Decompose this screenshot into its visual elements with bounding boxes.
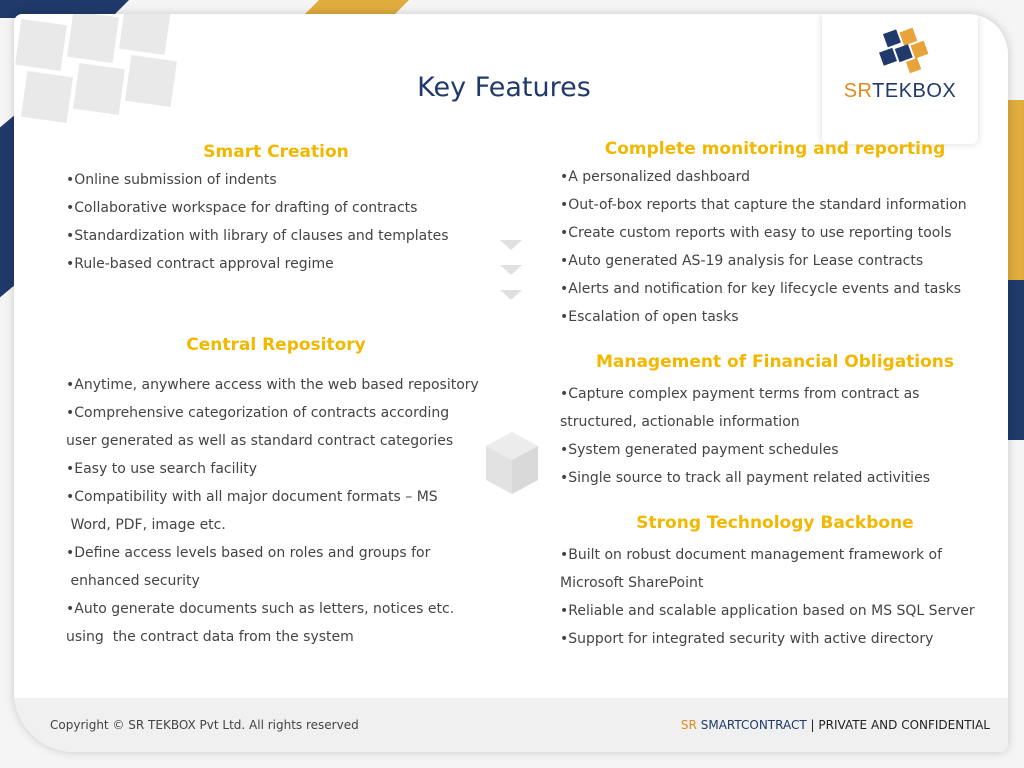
section-central-repository bbox=[66, 335, 486, 651]
chevron-down-icon bbox=[500, 290, 522, 300]
list-item: •Auto generated AS-19 analysis for Lease contracts bbox=[560, 253, 924, 269]
cube-icon bbox=[484, 430, 540, 496]
list-item: enhanced security bbox=[66, 573, 200, 589]
section-smart-creation bbox=[66, 142, 486, 278]
list-item: structured, actionable information bbox=[560, 414, 800, 430]
list-item: •Standardization with library of clauses and templates bbox=[66, 228, 449, 244]
list-item: •Auto generate documents such as letters, notices etc. bbox=[66, 601, 455, 617]
list-item: •Escalation of open tasks bbox=[560, 309, 739, 325]
list-item: Microsoft SharePoint bbox=[560, 575, 704, 591]
feature-list bbox=[66, 371, 486, 651]
list-item: •Alerts and notification for key lifecycle events and tasks bbox=[560, 281, 962, 297]
list-item: •Reliable and scalable application based on MS SQL Server bbox=[560, 603, 975, 619]
page-title: Key Features bbox=[417, 72, 591, 103]
list-item: •Comprehensive categorization of contracts according bbox=[66, 405, 450, 421]
list-item: using the contract data from the system bbox=[66, 629, 354, 645]
list-item: •Online submission of indents bbox=[66, 172, 277, 188]
list-item: •Define access levels based on roles and groups for bbox=[66, 545, 431, 561]
section-heading: Smart Creation bbox=[203, 142, 349, 162]
copyright-text: Copyright © SR TEKBOX Pvt Ltd. All rights reserved bbox=[50, 718, 359, 732]
feature-list bbox=[560, 380, 990, 492]
feature-list bbox=[560, 541, 990, 653]
list-item: Word, PDF, image etc. bbox=[66, 517, 226, 533]
section-heading: Management of Financial Obligations bbox=[595, 352, 955, 372]
list-item: •Built on robust document management framework of bbox=[560, 547, 943, 563]
feature-list bbox=[66, 166, 486, 278]
deco-square bbox=[119, 14, 171, 55]
footer-confidential-text: PRIVATE AND CONFIDENTIAL bbox=[818, 718, 990, 732]
logo-cubes-icon bbox=[866, 26, 942, 76]
list-item: •A personalized dashboard bbox=[560, 169, 750, 185]
deco-square bbox=[67, 14, 119, 63]
section-financial-obligations bbox=[560, 352, 990, 492]
footer-separator: | bbox=[810, 718, 815, 732]
section-heading: Strong Technology Backbone bbox=[636, 513, 914, 533]
list-item: •Anytime, anywhere access with the web based repository bbox=[66, 377, 479, 393]
list-item: •Out-of-box reports that capture the standard information bbox=[560, 197, 967, 213]
section-heading: Central Repository bbox=[186, 335, 366, 355]
deco-square bbox=[15, 19, 67, 71]
feature-list bbox=[560, 163, 990, 331]
logo-tekbox-text: TEKBOX bbox=[872, 80, 957, 102]
list-item: •Single source to track all payment related activities bbox=[560, 470, 930, 486]
list-item: •Easy to use search facility bbox=[66, 461, 258, 477]
list-item: •Capture complex payment terms from contract as bbox=[560, 386, 920, 402]
list-item: user generated as well as standard contract categories bbox=[66, 433, 454, 449]
list-item: •System generated payment schedules bbox=[560, 442, 839, 458]
chevron-down-icon bbox=[500, 240, 522, 250]
chevron-down-icon bbox=[500, 265, 522, 275]
list-item: •Create custom reports with easy to use reporting tools bbox=[560, 225, 952, 241]
logo-sr-text: SR bbox=[843, 80, 873, 102]
list-item: •Compatibility with all major document formats – MS bbox=[66, 489, 438, 505]
list-item: •Collaborative workspace for drafting of contracts bbox=[66, 200, 418, 216]
slide bbox=[14, 14, 1008, 752]
section-technology-backbone bbox=[560, 513, 990, 653]
list-item: •Rule-based contract approval regime bbox=[66, 256, 334, 272]
footer-brand-text: SMARTCONTRACT bbox=[700, 718, 807, 732]
confidential-label bbox=[681, 718, 990, 732]
section-heading: Complete monitoring and reporting bbox=[604, 139, 946, 159]
chevron-down-icons bbox=[500, 240, 524, 315]
list-item: •Support for integrated security with active directory bbox=[560, 631, 934, 647]
footer bbox=[14, 698, 1008, 752]
footer-sr-text: SR bbox=[680, 718, 697, 732]
section-monitoring-reporting bbox=[560, 139, 990, 331]
